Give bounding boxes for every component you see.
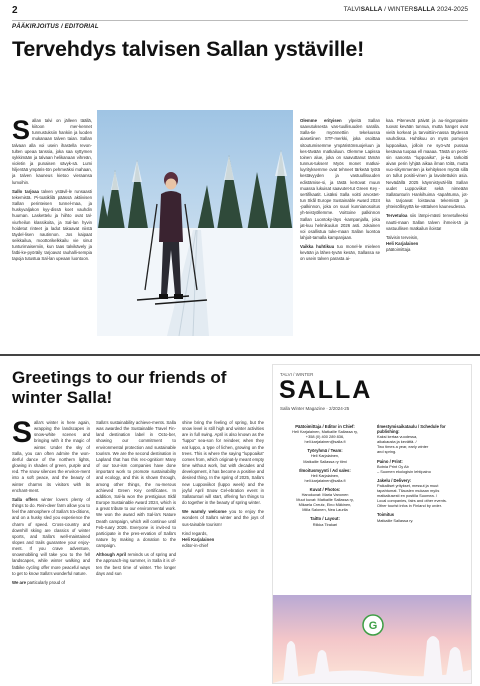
salla-logo-letter: G [368, 620, 378, 632]
header-left: TALVI [343, 6, 361, 13]
credit-line: Botnia Print Oy Ab [377, 463, 409, 469]
masthead-subtitle: Salla Winter Magazine · 2/2024-25 [280, 406, 350, 411]
page-number: 2 [12, 5, 18, 16]
masthead-box [272, 364, 472, 684]
credit-heading: Ilmoitusmyynti / Ad sales: [299, 467, 351, 473]
lead-in: Vaikka huhtikuu [300, 244, 335, 250]
credit-heading: Päätoimittaja / Editor in Chief: [295, 424, 355, 429]
credit-line: Hanokuvat: Maria Vanonen [301, 492, 349, 498]
running-header [344, 6, 468, 13]
credit-line: heli.karjalainen@salla.fi [304, 477, 346, 483]
author-role: editor-in-chief [182, 542, 209, 548]
lead-in: We are [12, 579, 27, 585]
credit-heading: Ilmestymisaikataulu / Schedule for publishing: [377, 424, 446, 435]
paragraph [12, 189, 92, 263]
credit-line: +358 (0) 400 289 836, [305, 434, 345, 440]
credit-line: Heli Karjalainen, [310, 453, 340, 459]
credit-line: Heli Karjalainen, Matkailie Sallassa ry, [292, 429, 358, 435]
paragraph-text: tuo monel-le mieleen kevään ja lähes-tyvän kesän, Sallassa se on usein talven parasta ai- [300, 244, 380, 262]
finnish-title: Tervehdys talvisen Sallan ystäville! [12, 37, 365, 61]
lead-in: Salla offers [12, 496, 38, 502]
header-years: 2024-2025 [435, 6, 468, 13]
credit-heading: Paino / Print: [377, 458, 403, 464]
english-title-line-1: Greetings to our friends of [12, 368, 227, 387]
credit-line: Mikaela Creutz, Eino Mäkinen, [298, 502, 352, 508]
credit-line: tapahtumat. Tilauslen mukaan myös [377, 488, 440, 494]
lead-in: Sallo tarjoaa [12, 188, 39, 194]
credit-line: Other tourist infos in Finland by order. [377, 503, 442, 509]
fi-column-1 [12, 118, 92, 350]
paragraph [300, 244, 380, 262]
paragraph-text: kaa. Pitenevät päivät ja au-ringonpaiste tuovat kevään tunnua, mutta hanget ovat vielä korkeat ja tarvoittiin-nassa täydessä vauhdissa. Huhtikuu on myös pomojen luppoaikaa, jolloin ne syö-vät pussaa kesävaa tuopaa ell maaaa. Tästä on peräi-sin sanonta "luppoaika", jo-ka tarkoitti aivan perin lyhjää aikaa ilman töitä, mutta vuo-sikymmenten ja kehityksen myötä sillä on tullut positii-vinen ja lavoitettukin asia. Nevädällä 2025 käynnistyväl-lilä Sallan uudet Luppoviikot sekä nimeään Sallatunturin Hankihuima -tapahtuma, jot-ka tarjoavat loistavaa tekemistä ja yhteisöllisyyttä ke-vättalven kauneudessa. [386, 118, 468, 210]
credits-left [279, 420, 371, 527]
section-divider [0, 354, 480, 356]
paragraph-text: particularly proud of [26, 579, 65, 585]
masthead-logo: SALLA [279, 376, 373, 404]
credit-line: heli.karjalainen@salla.fi [304, 439, 346, 445]
paragraph [300, 118, 380, 241]
credit-heading: Työryhmä / Team: [307, 448, 343, 454]
credit-line: Miila Salonen, Nea Laurila [302, 507, 348, 513]
paragraph-text: winter lovers plenty of things to do. Rein-deer farm allow you to feel the atmosphere of Salla's tra-ditions, and on a husky sled you experience the charm of speed. Cross-country and downhill skiing are classics of winter sports, and Salla's well-maintained slopes and trails guarantee your enjoy-ment. If you crave adventure, snowmobiling will take you to the fell landscapes, while winter walking and fatbike cycling offer more peaceful ways to get to know Salla's wonderful nature. [12, 496, 90, 576]
lead-in: Tervetuloa [386, 213, 408, 219]
en-column-2 [96, 420, 176, 682]
paragraph [96, 552, 176, 577]
credits-right [377, 420, 469, 523]
credit-line: Riikka Tirakari [312, 521, 338, 527]
paragraph-text: allan talvi on jälleen täällä, kiitoon mer-kennet tunnustuksiin hankiin ja luoden mukanaan talven taian. Sallan talvaan alla voi usein ihastella revon-tulten upeaa tanssia, joka saa syttymen sykkimään ja talvaan helikanaan vihreän, violetin ja punaisen sävyk-sä. Lumi hiljentää ympäris-tön pehmeäksi mahaan, ja talven kauneus kietoo vieraansa lumoihin. [12, 118, 92, 185]
credit-line: – Suomen ekologisin lehtipaino [377, 468, 431, 474]
lead-in: Although April [96, 552, 127, 558]
credit-line: Kaksi kertaa vuodessa, [377, 434, 418, 440]
greeting: Talvisin terveisin, [386, 234, 419, 240]
en-column-3 [182, 420, 264, 682]
paragraph-text: ylpeitä Sallan saavutuksesta vas-tuullisuuden saralla. Salla-tie myönnettiin tekeluussa aiasetiinen STF-merkki, joka osoittaa sitoutumisemme ympäristönsuojeluun ja kes-tävään matkailuun. Olemme Lapissa toinen alue, joka on saavuttanut tämän tunnus-tuksen! Myös monet matkai-luyrityksemme ovat tehneet tärkeää työtä kestävyyden ja vastuullisuuden edistämise-si, ja tästä kertovat muun muassa lukuisat saavutet-tut Green Key -sertifikaatit. Lisäksi Salla voitti arvostet-tun Skål Europe Sustainable Award 2024 -palkinnon, joka on suuri kunnianosoitus yh-teistyöllemme. Voittoine palkinnon Sallan Luontoky-läys -kampanjalla, joka jat-kuu helmikuulun 2026 asti. Jokainen voi osallistua tuke-maan Sallan luontoa lahjoit-tamalla kampanjaan. [300, 118, 380, 240]
credit-heading: Taitto / Layout: [310, 516, 340, 522]
header-brand: SALLA [360, 6, 383, 13]
paragraph [12, 420, 90, 494]
paragraph-text: you to enjoy the wonders of Salla's winter and the joys of sus-tainable tourism! [182, 509, 264, 527]
credit-heading: Toimitus [377, 512, 395, 518]
paragraph [386, 213, 468, 231]
fi-column-3 [386, 118, 468, 350]
english-title-line-2: winter Salla! [12, 388, 113, 407]
masthead-landscape-image [273, 595, 471, 683]
credit-line: Heli Karjalainen, [310, 472, 340, 478]
paragraph-text: reminds us of spring and the approach-ing summer, in Salla it is of-ten the best time of winter. The longer days and sun [96, 552, 176, 576]
lead-in: We warmly welcome [182, 509, 227, 515]
author-role: päätoimittaja [386, 247, 411, 253]
author-role-line [182, 543, 264, 549]
masthead-header [273, 365, 471, 417]
paragraph-text: shine bring the feeling of spring, but the snow level is still high and winter activities are in full swing. April is also known as the "luppo" sea-son for reindeer, when they eat luppo, a type of lichen, growing on the trees. This is where the saying "luppoaika" comes from, which originat-ly meant empty time without work, but with decades and development, it has become a positive and desired thing. In the spring of 2025, Salla's new Luppoviikot (luppo week) and the joyful April Snow Cel-ebration event in Sallatunturi will start, offering fun things to do together in the beauty of spring winter. [182, 420, 264, 506]
drop-cap: S [12, 420, 33, 449]
paragraph-text: talven ystävil-le runsaasti tekemistä. Pi-toatiklilä päässä aktiivisen Sallan perinteisen tunnel-maa, ja huskyvaljakon kyy-dissä koet vauhdin huuman. Laskettelu ja hiihto ovat tal-viurheilun klassikoita, ja Sal-lan hyvin hoidetut rinteet ja ladut takaavat niistä täydel-lisen nautinnon. Jos kaipaat seikkailua, moottorikelkkailu vie sinut tunturimaisemiin, kun taas talvikävely ja fatbi-ke-pyöräily tarjoavat rauhalli-sempia tapoja tutustua Sal-lan upeaan luontoon. [12, 188, 92, 262]
english-title [12, 368, 226, 408]
fi-column-2 [300, 118, 380, 350]
header-rule [12, 20, 468, 21]
credit-line: Local companies, fairs and other events. [377, 498, 447, 504]
author-name: Heli Karjalainen [386, 240, 419, 246]
credit-line: Paikalliset yritykset, messut ja muut [377, 482, 439, 488]
greeting: Kind regards, [182, 530, 208, 536]
en-column-1 [12, 420, 90, 682]
credit-line: matkailusesti en postilla Suomea. / [377, 493, 437, 499]
author-name: Heli Karjalainen [182, 536, 215, 542]
credit-line: Matkailie Sallassa ry tiimi [303, 458, 347, 464]
header-sep: / WINTER [382, 6, 414, 13]
lead-in: Olemme erityisen [300, 118, 342, 123]
masthead-tag: TALVI / WINTER [280, 372, 314, 377]
paragraph-text: siis lämpi-mästi tervetulleeksi nautti-maan Sallan talven ihmeis-tä ja vastuullisen matkailun iloista! [386, 213, 468, 231]
paragraph [182, 420, 264, 506]
paragraph [12, 580, 90, 586]
paragraph [96, 420, 176, 549]
credit-line: Muut kuvat: Matkailie Sallassa ry, [296, 497, 354, 503]
paragraph [12, 497, 90, 577]
paragraph-text: Salla's sustainability achieve-ments. Salla was awarded the Sustainable Travel Fin-land destination label in Octo-ber, showing our commitment to environmental protection and sustainable tourism. We are the second destination in Lapland that has this rec-ognition! Many of our tour-ism companies have done important work to promote sustainability and ecology, and this is shown through, among other things, the nu-merous achieved Green Key certificates. In addition, Sal-la won the prestigious Skål Europe Sustainable Award 2024, which is a great tribute to our environmental work. We won the award with Sal-la's Nature Death campaign, which will continue until Feb-ruary 2026. Everyone is invit-ed to participate in the pres-ervation of Salla's nature by making a donation to the campaign. [96, 420, 176, 549]
header-brand-2: SALLA [413, 6, 436, 13]
credit-heading: Kuvat / Photos: [309, 486, 341, 492]
skier-photo-illustration [97, 110, 293, 336]
credit-line: Matkailie Sallassa ry. [377, 517, 414, 523]
credit-line: and spring. [377, 449, 397, 455]
paragraph [182, 509, 264, 527]
skier-photo [97, 110, 293, 336]
author-role-line [386, 247, 468, 253]
paragraph [386, 118, 468, 210]
credit-line: Two times a year, early winter [377, 444, 429, 450]
credit-heading: Jakelu / Delivery: [377, 477, 412, 483]
snowy-landscape-illustration [273, 595, 472, 683]
paragraph [12, 118, 92, 186]
credit-line: aikakausta ja kevättä. / [377, 439, 417, 445]
drop-cap: S [12, 118, 31, 145]
paragraph-text: alla's winter is here again, wrapping the landscapes in snow-white scenes and bringing with it the magic of winter. Under the sky of Salla, you can often admire the won-derful dance of the northern lights, glowing in shades of green, purple and red. The snow silences the environ-ment into a soft peace, and the beauty of winter charms its visitors with its enchant-ment. [12, 420, 90, 493]
section-label: PÄÄKIRJOITUS / EDITORIAL [12, 24, 99, 30]
